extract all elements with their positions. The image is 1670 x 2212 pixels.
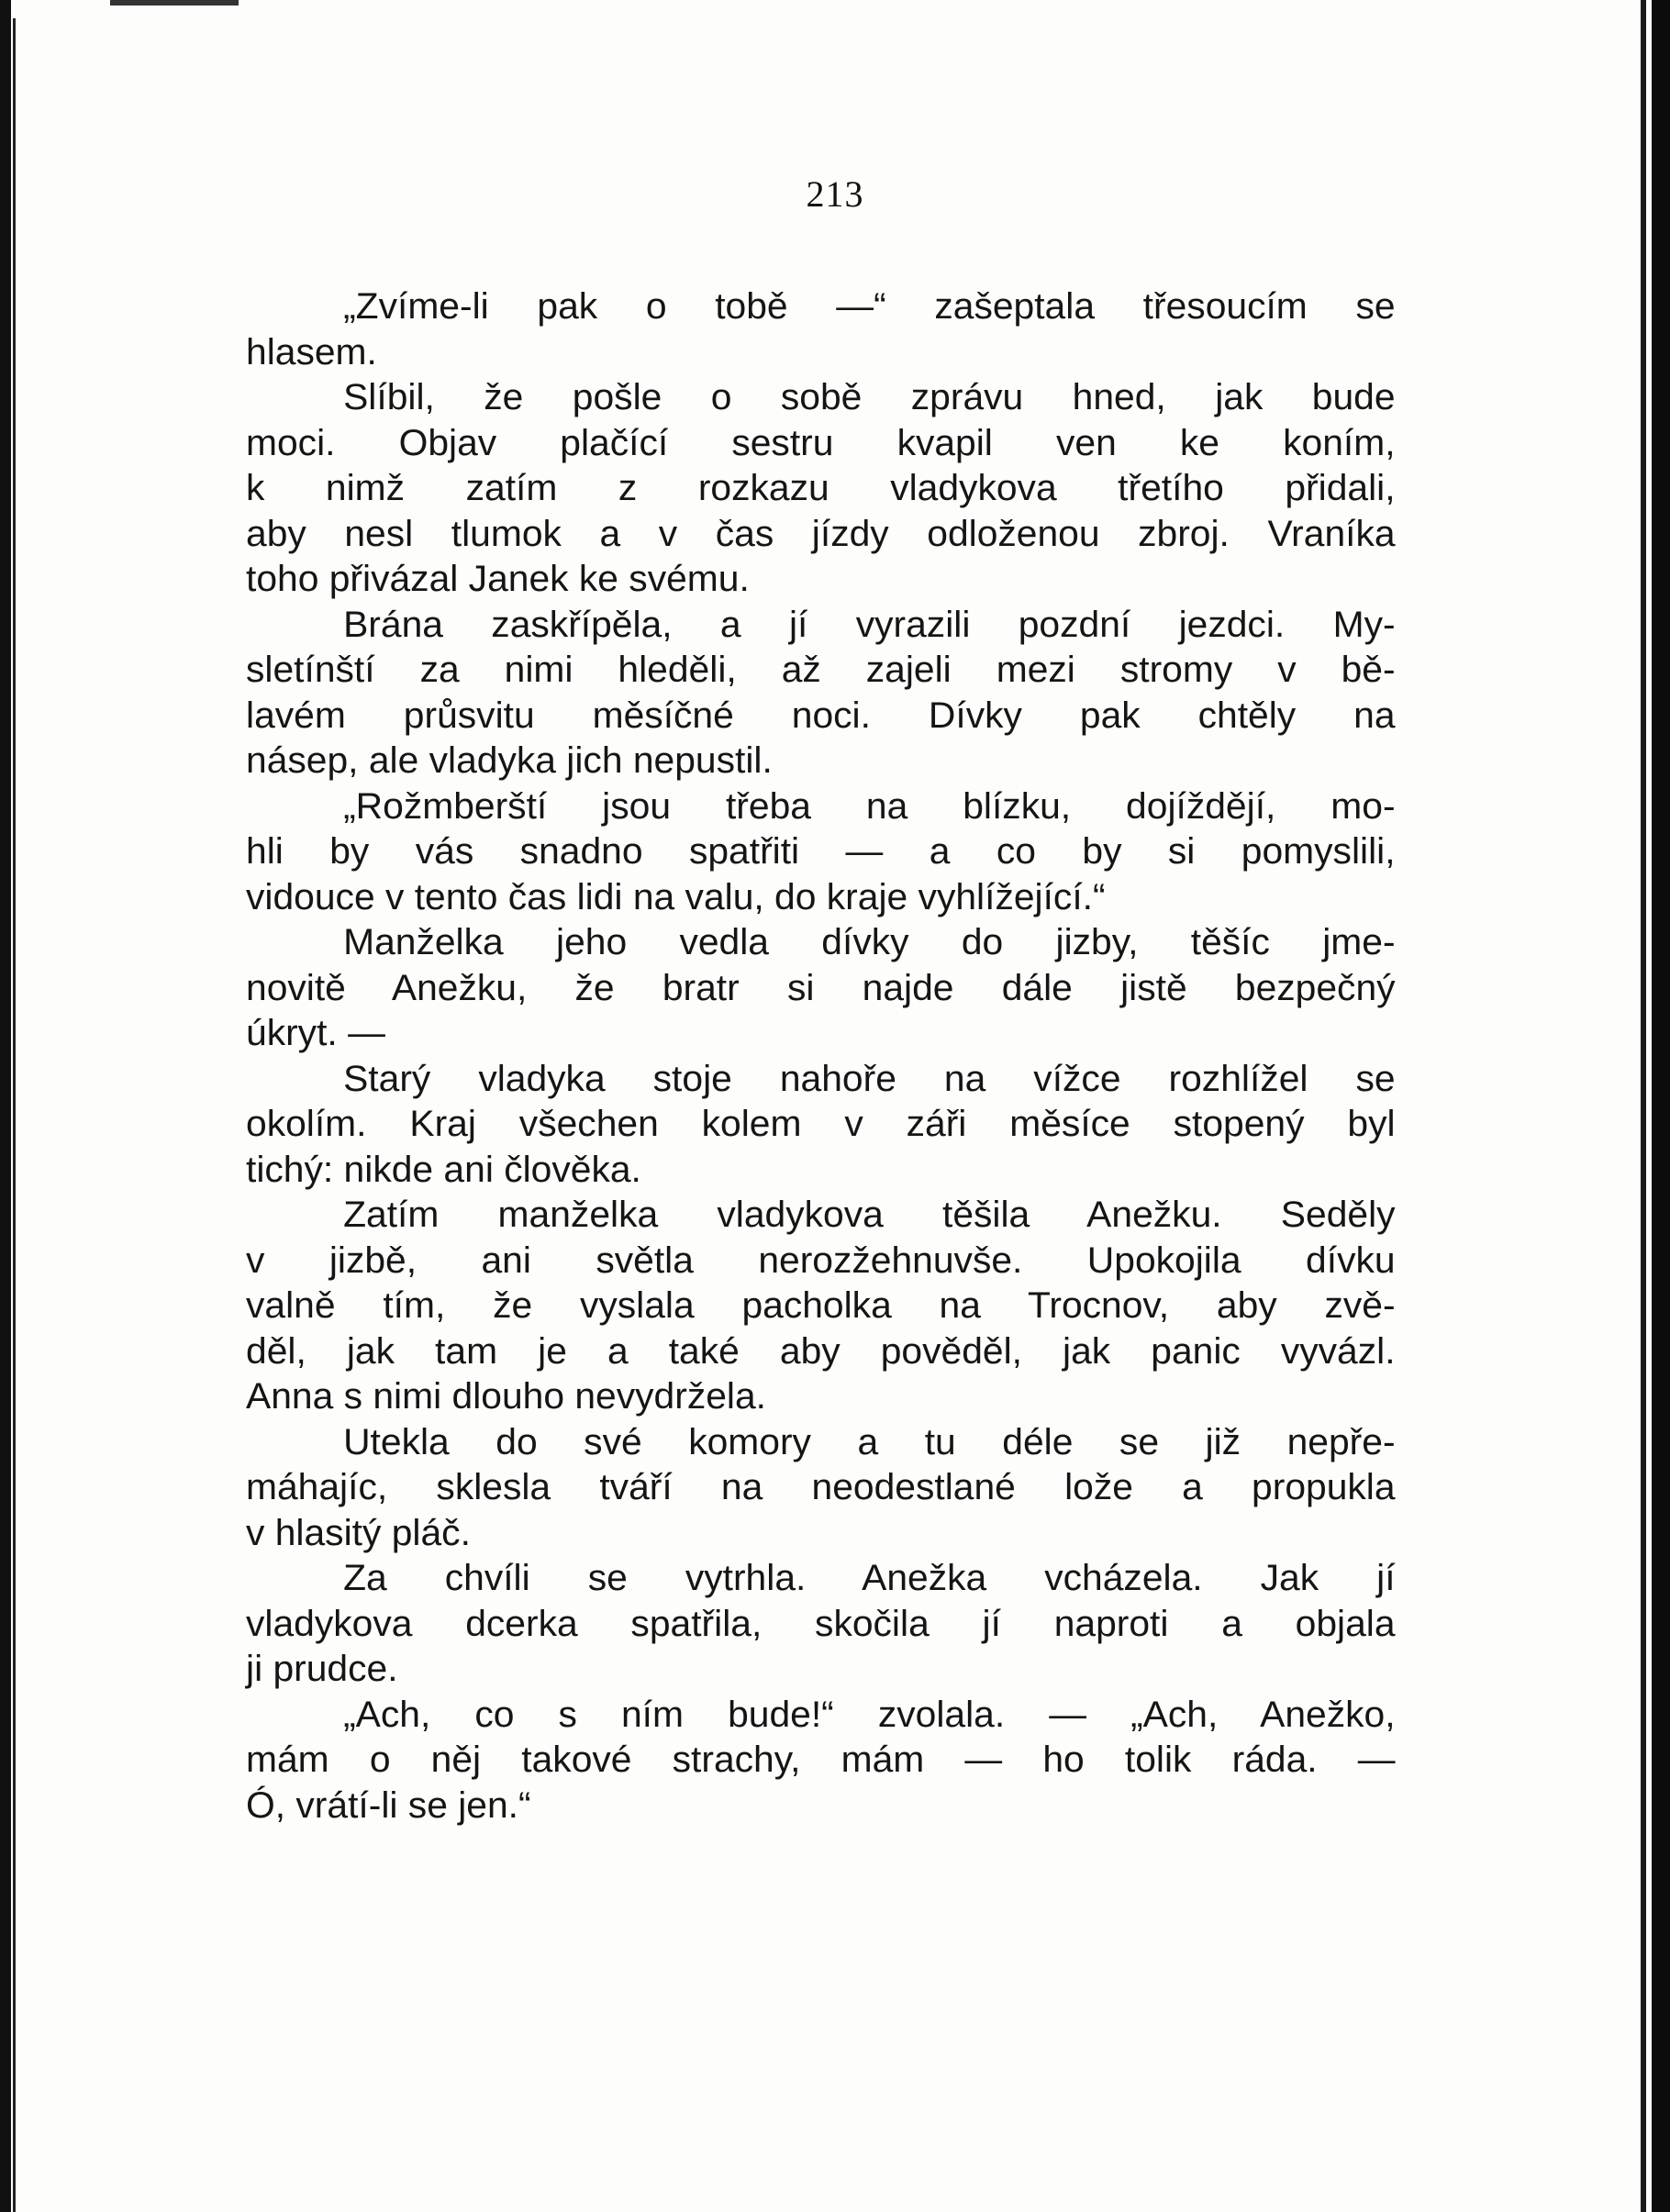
text-line: „Ach, co s ním bude!“ zvolala. — „Ach, Anežko, bbox=[343, 1694, 1396, 1735]
text-line: Utekla do své komory a tu déle se již nepře- bbox=[343, 1421, 1396, 1462]
page-number: 213 bbox=[806, 173, 864, 215]
text-line: „Rožmberští jsou třeba na blízku, dojíždějí, mo- bbox=[343, 785, 1396, 827]
text-line: Ó, vrátí-li se jen.“ bbox=[246, 1784, 531, 1826]
scan-top-mark bbox=[110, 0, 239, 6]
text-line: děl, jak tam je a také aby pověděl, jak panic vyvázl. bbox=[246, 1330, 1396, 1372]
text-line: Manželka jeho vedla dívky do jizby, těšíc jme- bbox=[343, 922, 1396, 962]
text-line: vidouce v tento čas lidi na valu, do kraje vyhlížející.“ bbox=[246, 876, 1106, 917]
text-line: sletínští za nimi hleděli, až zajeli mezi stromy v bě- bbox=[246, 650, 1396, 690]
scan-left-edge bbox=[0, 0, 11, 2212]
text-line: násep, ale vladyka jich nepustil. bbox=[246, 740, 773, 781]
text-line: hli by vás snadno spatřiti — a co by si pomyslili, bbox=[246, 831, 1396, 872]
text-line: okolím. Kraj všechen kolem v záři měsíce stopený byl bbox=[246, 1104, 1396, 1144]
text-line: lavém průsvitu měsíčné noci. Dívky pak chtěly na bbox=[246, 695, 1396, 736]
text-line: moci. Objav plačící sestru kvapil ven ke koním, bbox=[246, 422, 1396, 463]
scan-right-edge-line bbox=[1641, 0, 1646, 2212]
scan-left-edge-line bbox=[13, 18, 16, 2212]
text-line: Slíbil, že pošle o sobě zprávu hned, jak bude bbox=[343, 377, 1396, 417]
text-line: Anna s nimi dlouho nevydržela. bbox=[246, 1376, 767, 1417]
text-line: v hlasitý pláč. bbox=[246, 1512, 471, 1553]
text-line: k nimž zatím z rozkazu vladykova třetího přidali, bbox=[246, 468, 1396, 508]
text-line: vladykova dcerka spatřila, skočila jí naproti a objala bbox=[246, 1603, 1396, 1644]
text-line: novitě Anežku, že bratr si najde dále jistě bezpečný bbox=[246, 967, 1396, 1008]
body-text bbox=[246, 284, 1396, 1829]
text-line: hlasem. bbox=[246, 331, 377, 372]
text-line: máhajíc, sklesla tváří na neodestlané lože a propukla bbox=[246, 1467, 1396, 1507]
scan-right-edge bbox=[1652, 0, 1670, 2212]
text-line: v jizbě, ani světla nerozžehnuvše. Upokojila dívku bbox=[246, 1239, 1396, 1281]
text-line: mám o něj takové strachy, mám — ho tolik ráda. — bbox=[246, 1740, 1396, 1780]
text-line: Starý vladyka stoje nahoře na vížce rozhlížel se bbox=[343, 1058, 1396, 1099]
text-line: valně tím, že vyslala pacholka na Trocnov, aby zvě- bbox=[246, 1285, 1396, 1326]
text-line: Za chvíli se vytrhla. Anežka vcházela. Jak jí bbox=[343, 1558, 1396, 1598]
text-line: Zatím manželka vladykova těšila Anežku. Seděly bbox=[343, 1195, 1396, 1235]
text-line: tichý: nikde ani člověka. bbox=[246, 1149, 641, 1190]
text-line: Brána zaskřípěla, a jí vyrazili pozdní jezdci. My- bbox=[343, 604, 1396, 645]
text-line: ji prudce. bbox=[246, 1649, 398, 1689]
text-line: „Zvíme-li pak o tobě —“ zašeptala třesoucím se bbox=[343, 286, 1396, 327]
text-line: aby nesl tlumok a v čas jízdy odloženou zbroj. Vraníka bbox=[246, 513, 1396, 554]
text-line: toho přivázal Janek ke svému. bbox=[246, 559, 750, 599]
text-line: úkryt. — bbox=[246, 1013, 385, 1053]
